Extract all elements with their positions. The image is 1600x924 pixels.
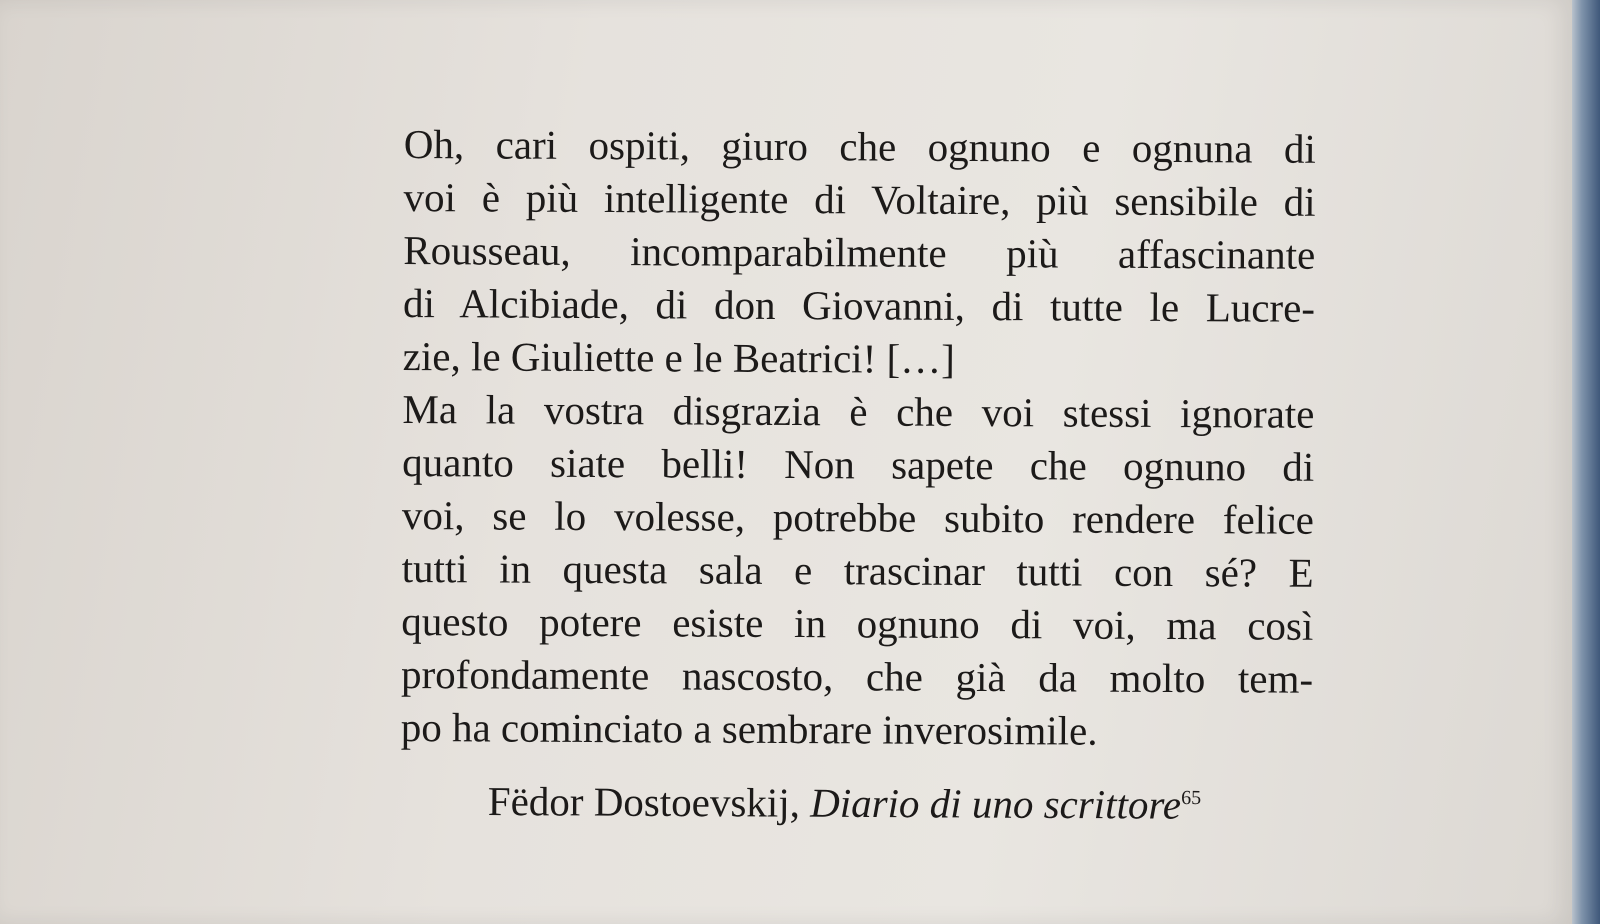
attribution-author: Fëdor Dostoevskij, bbox=[487, 778, 811, 826]
quote-line: Ma la vostra disgrazia è che voi stessi ignorate bbox=[402, 385, 1315, 437]
attribution-work-title: Diario di uno scrittore bbox=[810, 779, 1182, 828]
quote-line: profondamente nascosto, che già da molto tem- bbox=[400, 650, 1314, 702]
quote-attribution bbox=[488, 776, 1201, 830]
quote-line: Oh, cari ospiti, giuro che ognuno e ognuna di bbox=[403, 120, 1316, 172]
quote-line: tutti in questa sala e trascinar tutti con sé? E bbox=[401, 544, 1314, 596]
quote-line: questo potere esiste in ognuno di voi, ma così bbox=[401, 597, 1314, 649]
quote-line: zie, le Giuliette e le Beatrici! […] bbox=[402, 332, 955, 382]
quote-line: voi, se lo volesse, potrebbe subito rendere felice bbox=[401, 491, 1315, 543]
quote-line: po ha cominciato a sembrare inverosimile. bbox=[400, 703, 1098, 754]
book-cover-edge bbox=[1572, 0, 1600, 924]
quote-line: di Alcibiade, di don Giovanni, di tutte le Lucre- bbox=[402, 279, 1316, 331]
quote-line: voi è più intelligente di Voltaire, più sensibile di bbox=[403, 173, 1316, 225]
quote-line: quanto siate belli! Non sapete che ognuno di bbox=[402, 438, 1315, 490]
quote-line: Rousseau, incomparabilmente più affascinante bbox=[403, 226, 1316, 278]
footnote-number: 65 bbox=[1181, 786, 1202, 810]
epigraph-quote bbox=[401, 118, 1316, 759]
